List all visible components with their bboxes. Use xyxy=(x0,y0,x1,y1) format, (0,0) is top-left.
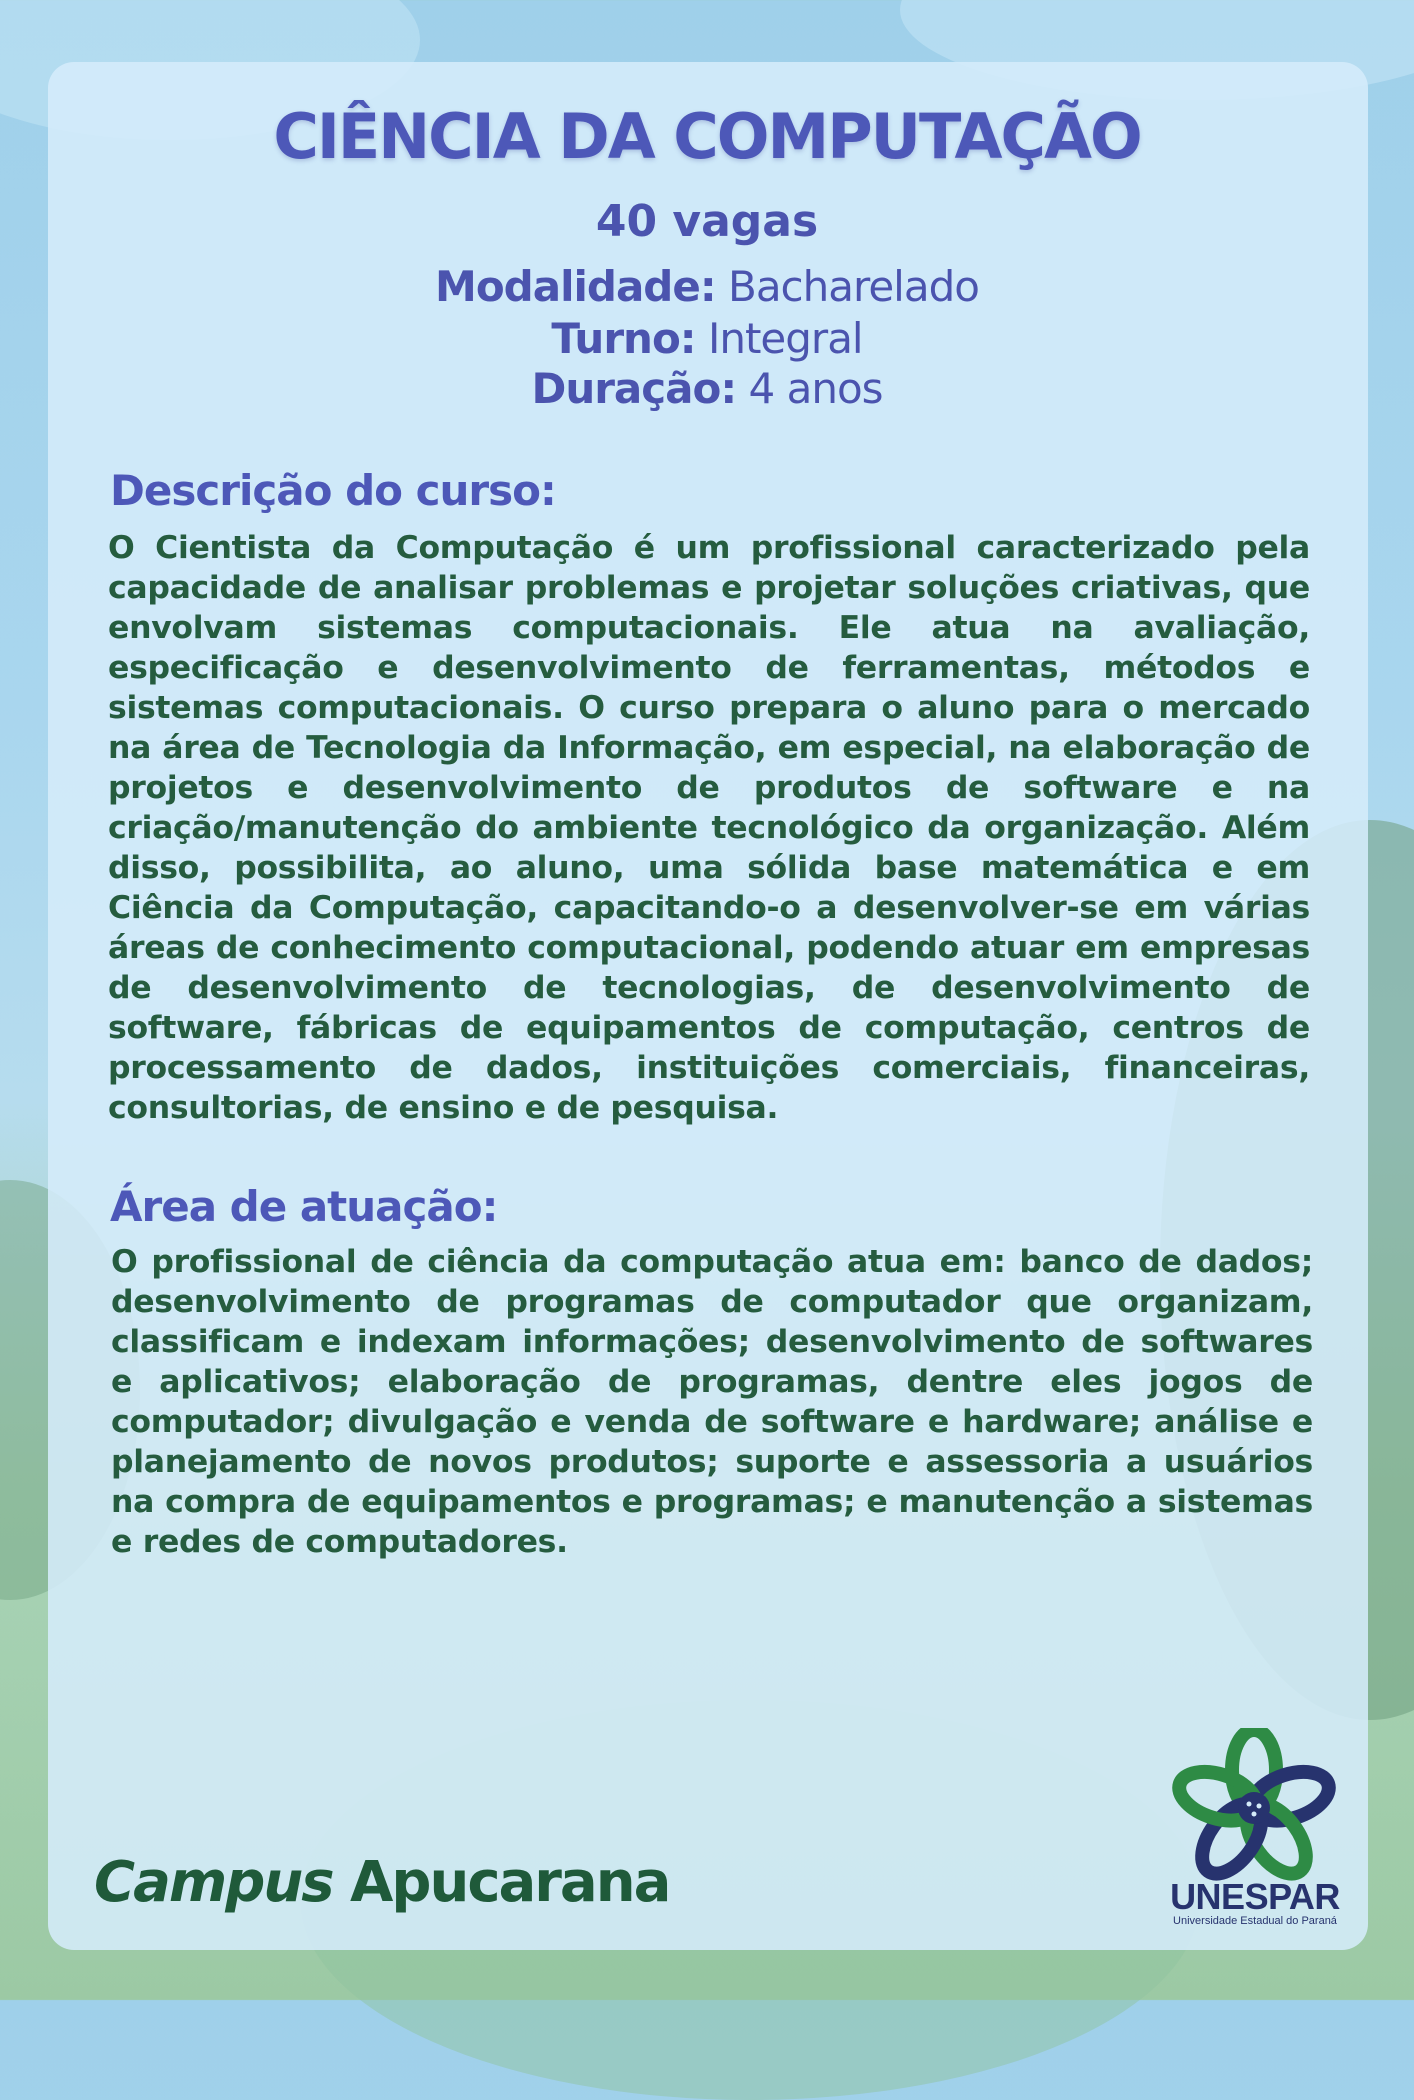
work-area-text: O profissional de ciência da computação atua em: banco de dados; desenvolvimento de programas de computador que organizam, classificam e indexam informações; desenvolvimento de softwares e aplicativos; elaboração de programas, dentre eles jogos de computador; divulgação e venda de software e hardware; análise e planejamento de novos produtos; suporte e assessoria a usuários na compra de equipamentos e programas; e manutenção a sistemas e redes de computadores. xyxy=(111,1244,1313,1560)
course-description-text: O Cientista da Computação é um profissional caracterizado pela capacidade de analisar problemas e projetar soluções criativas, que envolvam sistemas computacionais. Ele atua na avaliação, especificação e desenvolvimento de ferramentas, métodos e sistemas computacionais. O curso prepara o aluno para o mercado na área de Tecnologia da Informação, em especial, na elaboração de projetos e desenvolvimento de produtos de software e na criação/manutenção do ambiente tecnológico da organização. Além disso, possibilita, ao aluno, uma sólida base matemática e em Ciência da Computação, capacitando-o a desenvolver-se em várias áreas de conhecimento computacional, podendo atuar em empresas de desenvolvimento de tecnologias, de desenvolvimento de software, fábricas de equipamentos de computação, centros de processamento de dados, instituições comerciais, financeiras, consultorias, de ensino e de pesquisa. xyxy=(108,530,1310,1126)
vacancies-count: 40 vagas xyxy=(595,196,819,247)
page-title: CIÊNCIA DA COMPUTAÇÃO xyxy=(273,100,1141,173)
modality-value: Bacharelado xyxy=(728,262,979,311)
duration-line xyxy=(0,364,1414,413)
campus-label xyxy=(94,1850,669,1915)
work-area-heading: Área de atuação: xyxy=(110,1182,498,1231)
course-description-heading: Descrição do curso: xyxy=(110,466,556,515)
campus-italic: Campus xyxy=(94,1850,333,1915)
modality-line xyxy=(0,262,1414,311)
logo-wordmark: UNESPAR xyxy=(1170,1876,1340,1917)
shift-value: Integral xyxy=(707,314,863,363)
duration-value: 4 anos xyxy=(748,364,883,413)
shift-label: Turno: xyxy=(551,314,696,363)
duration-label: Duração: xyxy=(531,364,737,413)
modality-label: Modalidade: xyxy=(435,262,716,311)
logo-subtitle: Universidade Estadual do Paraná xyxy=(1173,1915,1337,1927)
campus-name: Apucarana xyxy=(350,1850,670,1915)
shift-line xyxy=(0,314,1414,363)
